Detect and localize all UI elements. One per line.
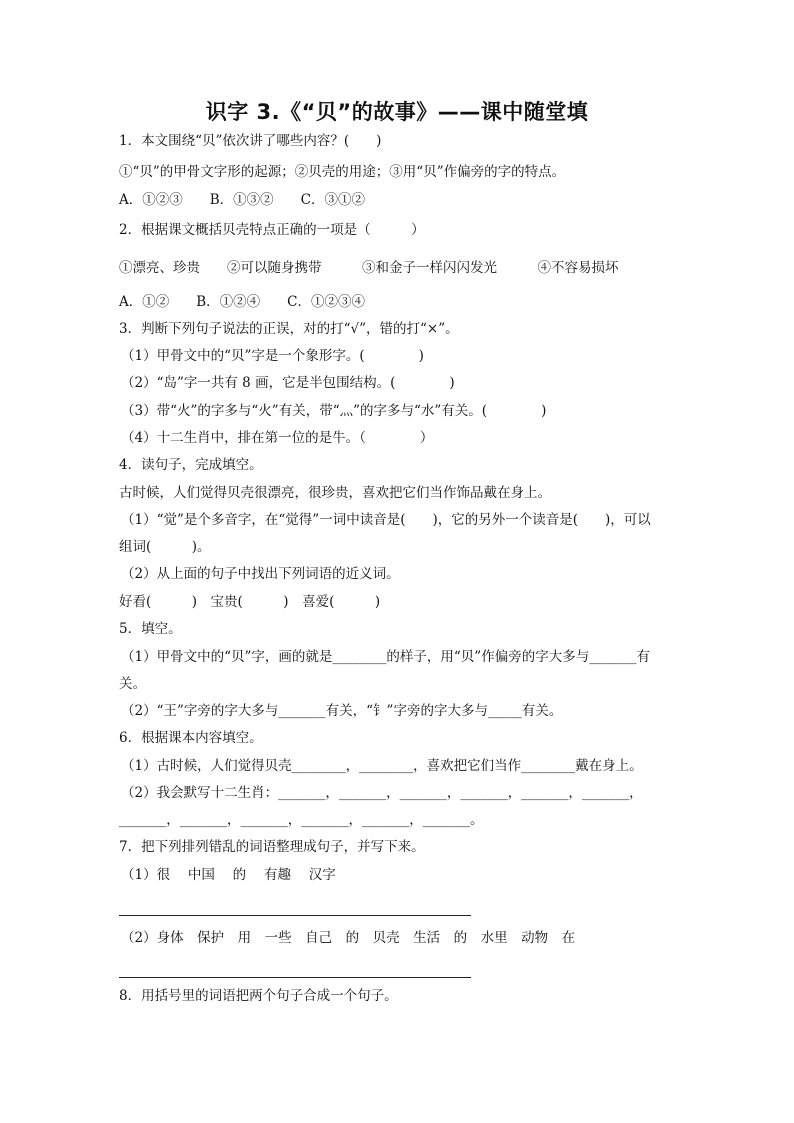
question-1-stem: 1．本文围绕“贝”依次讲了哪些内容？( ) <box>119 133 382 149</box>
page-title: 识字 3.《“贝”的故事》——课中随堂填 <box>205 100 589 124</box>
question-4-stem: 4．读句子，完成填空。 <box>119 457 263 473</box>
question-7-stem: 7．把下列排列错乱的词语整理成句子，并写下来。 <box>119 839 425 855</box>
question-1-content: ①“贝”的甲骨文字形的起源；②贝壳的用途；③用“贝”作偏旁的字的特点。 <box>119 164 566 180</box>
question-6-sub2-line2: _______，_______，_______，_______，_______，_______。 <box>119 812 484 828</box>
question-6-sub1: （1）古时候，人们觉得贝壳________，________，喜欢把它们当作________戴在身上。 <box>121 758 643 774</box>
question-5-sub2: （2）“王”字旁的字大多与_______有关，“钅”字旁的字大多与_____有关。 <box>121 703 563 719</box>
question-5-stem: 5．填空。 <box>119 621 182 637</box>
question-2-options: A．①② B．①②④ C．①②③④ <box>119 294 365 310</box>
question-7-sub1: （1）很 中国 的 有趣 汉字 <box>121 867 336 883</box>
question-1-options: A．①②③ B．①③② C．③①② <box>119 192 365 208</box>
question-3-item-2: （2）“岛”字一共有 8 画，它是半包围结构。( ) <box>121 375 455 391</box>
question-2-stem: 2．根据课文概括贝壳特点正确的一项是（ ） <box>119 222 425 238</box>
question-7-sub2: （2）身体 保护 用 一些 自己 的 贝壳 生活 的 水里 动物 在 <box>121 930 576 946</box>
answer-line-2[interactable] <box>119 977 471 978</box>
question-5-sub1-line2: 关。 <box>119 676 146 692</box>
question-3-item-3: （3）带“火”的字多与“火”有关，带“灬”的字多与“水”有关。( ) <box>121 403 547 419</box>
question-4-sub2-words: 好看( ) 宝贵( ) 喜爱( ) <box>119 594 381 610</box>
answer-line-1[interactable] <box>119 915 471 916</box>
question-6-sub2-line1: （2）我会默写十二生肖：_______，_______，_______，_______，_______，_______， <box>121 785 643 801</box>
question-3-item-4: （4）十二生肖中，排在第一位的是牛。（ ） <box>121 430 434 446</box>
question-4-sub1-line2: 组词( )。 <box>119 539 211 555</box>
question-3-stem: 3．判断下列句子说法的正误，对的打“√”，错的打“×”。 <box>119 321 459 337</box>
question-4-sub1-line1: （1）“觉”是个多音字，在“觉得”一词中读音是( )，它的另外一个读音是( )，可以 <box>121 512 651 528</box>
question-6-stem: 6．根据课本内容填空。 <box>119 730 263 746</box>
question-2-items: ①漂亮、珍贵 ②可以随身携带 ③和金子一样闪闪发光 ④不容易损坏 <box>119 260 619 276</box>
question-4-sentence: 古时候，人们觉得贝壳很漂亮，很珍贵，喜欢把它们当作饰品戴在身上。 <box>119 485 551 501</box>
question-3-item-1: （1）甲骨文中的“贝”字是一个象形字。( ) <box>121 348 424 364</box>
question-5-sub1-line1: （1）甲骨文中的“贝”字，画的就是________的样子，用“贝”作偏旁的字大多与_______有 <box>121 649 650 665</box>
question-8-stem: 8．用括号里的词语把两个句子合成一个句子。 <box>119 988 398 1004</box>
question-4-sub2: （2）从上面的句子中找出下列词语的近义词。 <box>121 566 400 582</box>
